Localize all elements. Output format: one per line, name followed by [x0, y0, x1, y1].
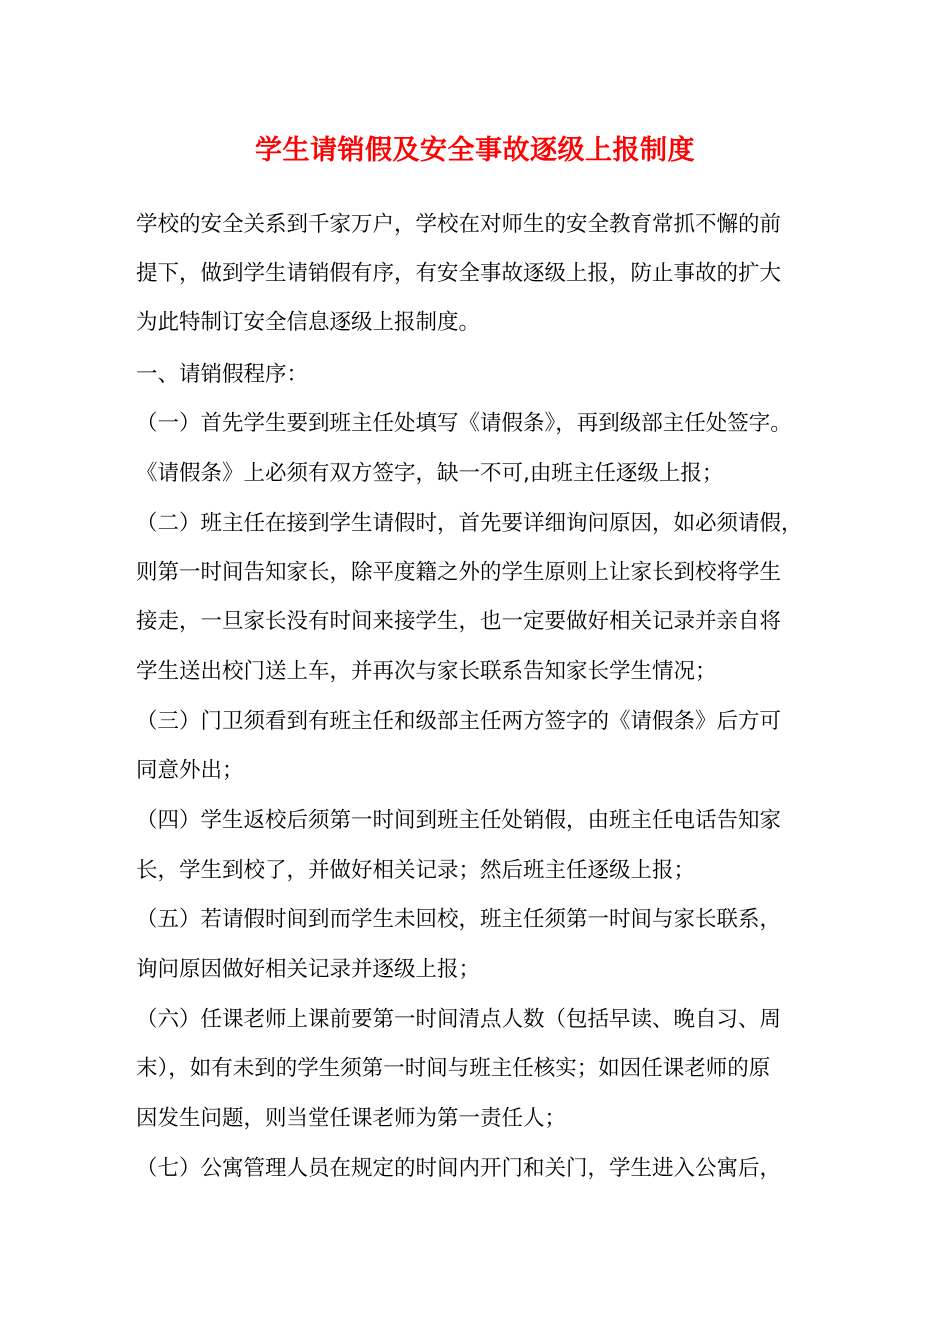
paragraph-line: 学校的安全关系到千家万户，学校在对师生的安全教育常抓不懈的前	[136, 212, 782, 237]
paragraph-line: （七）公寓管理人员在规定的时间内开门和关门，学生进入公寓后，	[136, 1156, 782, 1181]
document-title: 学生请销假及安全事故逐级上报制度	[255, 135, 695, 166]
paragraph-line: 末），如有未到的学生须第一时间与班主任核实；如因任课老师的原	[136, 1056, 771, 1081]
paragraph-line: 因发生问题，则当堂任课老师为第一责任人；	[136, 1106, 567, 1131]
paragraph-line: （三）门卫须看到有班主任和级部主任两方签字的《请假条》后方可	[136, 709, 782, 734]
paragraph-line: 提下，做到学生请销假有序，有安全事故逐级上报，防止事故的扩大	[136, 261, 782, 286]
paragraph-line: （六）任课老师上课前要第一时间清点人数（包括早读、晚自习、周	[136, 1007, 782, 1032]
paragraph-line: 则第一时间告知家长，除平度籍之外的学生原则上让家长到校将学生	[136, 560, 782, 585]
paragraph-line: 同意外出；	[136, 758, 244, 783]
paragraph-line: （五）若请假时间到而学生未回校，班主任须第一时间与家长联系，	[136, 907, 782, 932]
paragraph-line: 为此特制订安全信息逐级上报制度。	[136, 310, 481, 335]
section-heading: 一、请销假程序：	[136, 362, 309, 387]
paragraph-line: 接走，一旦家长没有时间来接学生，也一定要做好相关记录并亲自将	[136, 609, 782, 634]
paragraph-line: 学生送出校门送上车，并再次与家长联系告知家长学生情况；	[136, 659, 717, 684]
paragraph-line: （二）班主任在接到学生请假时，首先要详细询问原因，如必须请假，	[136, 511, 803, 536]
paragraph-line: 《请假条》上必须有双方签字，缺一不可,由班主任逐级上报；	[136, 461, 724, 486]
paragraph-line: （四）学生返校后须第一时间到班主任处销假，由班主任电话告知家	[136, 808, 782, 833]
paragraph-line: （一）首先学生要到班主任处填写《请假条》，再到级部主任处签字。	[136, 411, 792, 436]
paragraph-line: 询问原因做好相关记录并逐级上报；	[136, 957, 481, 982]
paragraph-line: 长，学生到校了，并做好相关记录；然后班主任逐级上报；	[136, 858, 696, 883]
